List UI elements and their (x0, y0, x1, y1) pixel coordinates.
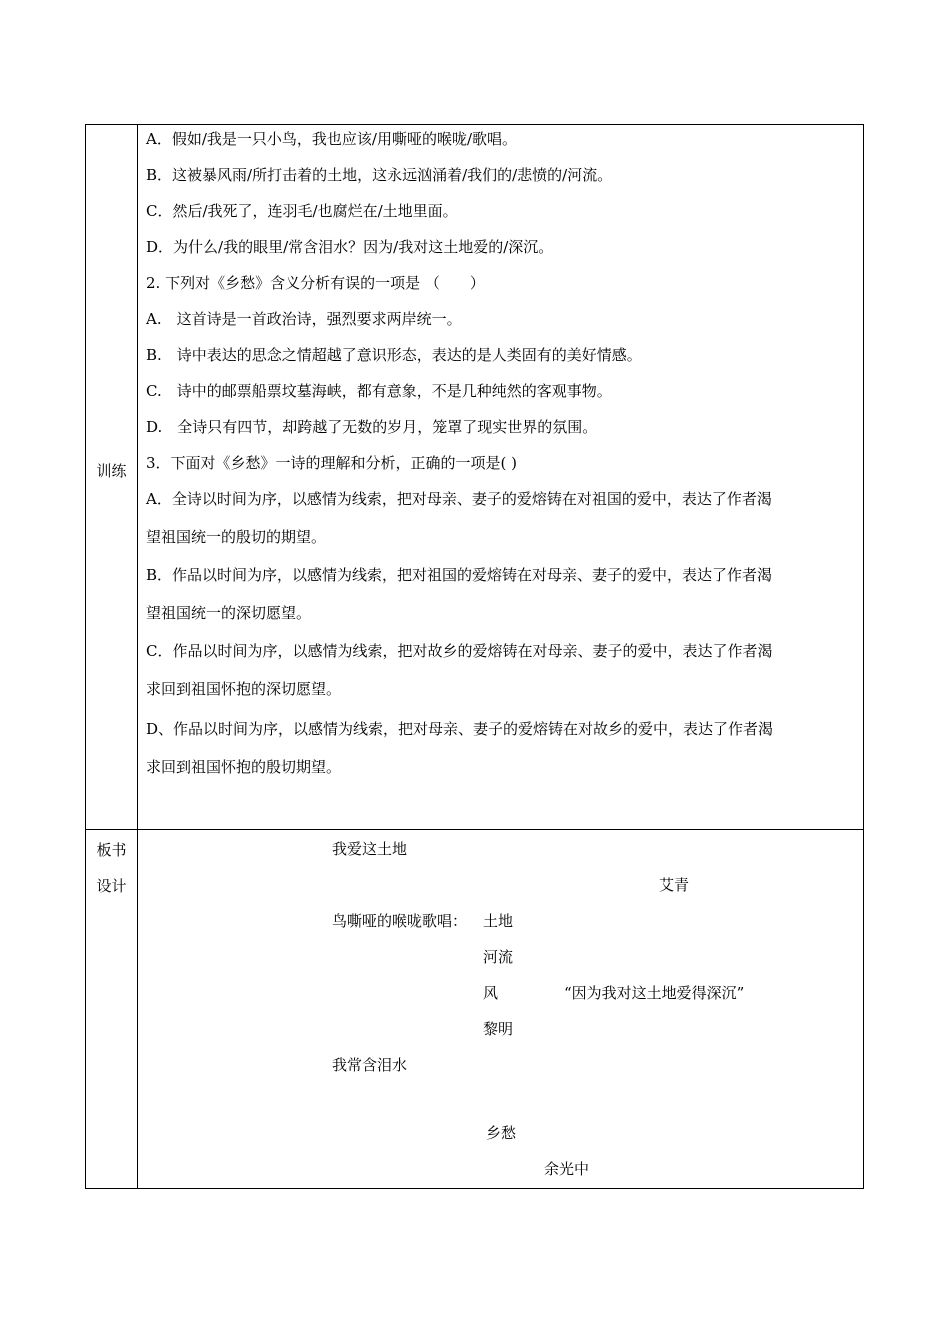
board-title-1: 我爱这土地 (332, 840, 408, 858)
board-tears-line: 我常含泪水 (332, 1056, 408, 1074)
board-label-line2: 设计 (96, 877, 127, 895)
board-label-line1: 板书 (96, 841, 127, 859)
board-item-river: 河流 (483, 948, 514, 966)
board-design-row (86, 830, 863, 1188)
training-line: A．全诗以时间为序，以感情为线索，把对母亲、妻子的爱熔铸在对祖国的爱中，表达了作者渴 (146, 490, 772, 508)
board-item-wind: 风 (483, 984, 499, 1002)
training-line: D. 全诗只有四节，却跨越了无数的岁月，笼罩了现实世界的氛围。 (146, 418, 598, 436)
training-line: B．这被暴风雨/所打击着的土地，这永远汹涌着/我们的/悲愤的/河流。 (146, 166, 613, 184)
lesson-table (85, 124, 864, 1189)
training-line: 求回到祖国怀抱的殷切期望。 (146, 758, 342, 776)
training-line: 望祖国统一的深切愿望。 (146, 604, 312, 622)
column-divider (137, 125, 138, 829)
training-line: 求回到祖国怀抱的深切愿望。 (146, 680, 342, 698)
board-author-2: 余光中 (544, 1160, 590, 1178)
training-line: 2. 下列对《乡愁》含义分析有误的一项是 （ ） (146, 274, 485, 292)
board-item-dawn: 黎明 (483, 1020, 514, 1038)
training-line: 望祖国统一的殷切的期望。 (146, 528, 327, 546)
training-line: A. 这首诗是一首政治诗，强烈要求两岸统一。 (146, 310, 462, 328)
training-line: B. 诗中表达的思念之情超越了意识形态，表达的是人类固有的美好情感。 (146, 346, 642, 364)
training-line: B．作品以时间为序，以感情为线索，把对祖国的爱熔铸在对母亲、妻子的爱中，表达了作者渴 (146, 566, 773, 584)
board-title-2: 乡愁 (486, 1124, 517, 1142)
training-line: 3．下面对《乡愁》一诗的理解和分析，正确的一项是( ) (146, 454, 518, 472)
column-divider (137, 830, 138, 1188)
training-label: 训练 (96, 462, 127, 480)
training-line: D、作品以时间为序，以感情为线索，把对母亲、妻子的爱熔铸在对故乡的爱中，表达了作者渴 (146, 720, 774, 738)
board-bird-line: 鸟嘶哑的喉咙歌唱： (332, 912, 468, 930)
board-quote: “因为我对这土地爱得深沉” (564, 984, 745, 1002)
training-line: C．然后/我死了，连羽毛/也腐烂在/土地里面。 (146, 202, 458, 220)
training-line: C．作品以时间为序，以感情为线索，把对故乡的爱熔铸在对母亲、妻子的爱中，表达了作者渴 (146, 642, 773, 660)
training-line: C. 诗中的邮票船票坟墓海峡，都有意象，不是几种纯然的客观事物。 (146, 382, 612, 400)
board-item-land: 土地 (483, 912, 514, 930)
training-line: D．为什么/我的眼里/常含泪水？因为/我对这土地爱的/深沉。 (146, 238, 554, 256)
training-row (86, 125, 863, 830)
training-line: A．假如/我是一只小鸟，我也应该/用嘶哑的喉咙/歌唱。 (146, 130, 517, 148)
board-author-1: 艾青 (659, 876, 690, 894)
